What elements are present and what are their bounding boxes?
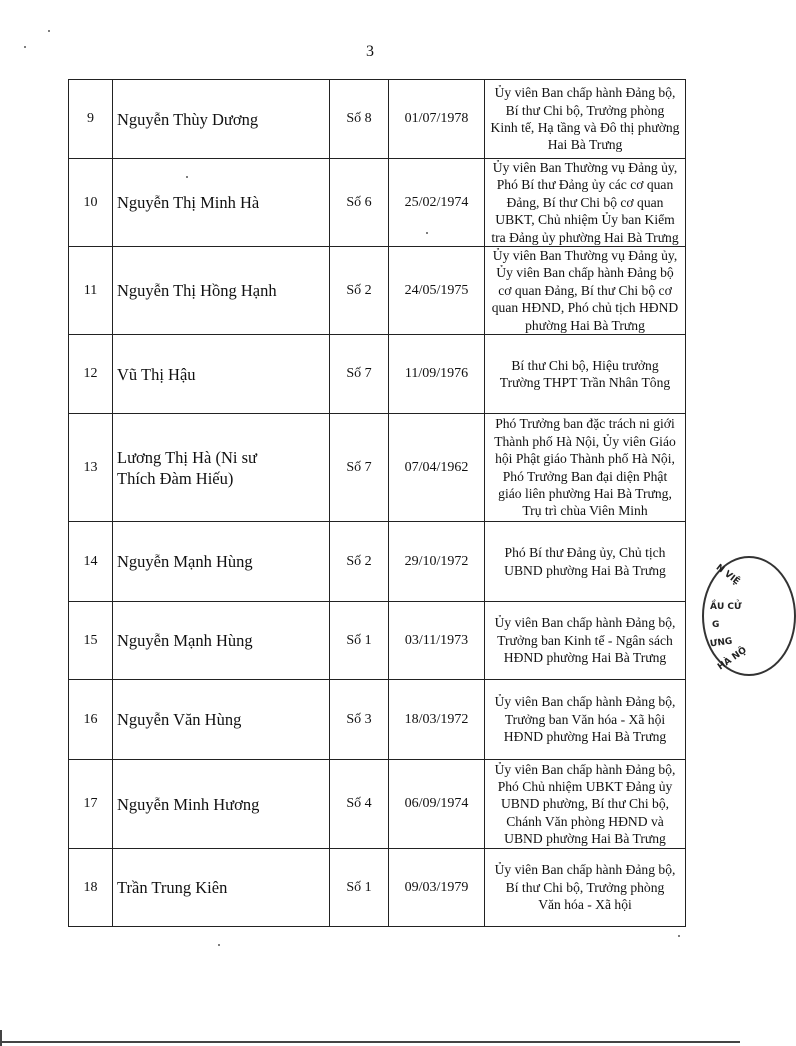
position-line: quan HĐND, Phó chủ tịch HĐND bbox=[491, 300, 679, 316]
scan-edge bbox=[0, 1041, 740, 1043]
row-number: 10 bbox=[69, 159, 113, 247]
candidate-name bbox=[113, 522, 330, 602]
position-line: Trưởng ban Văn hóa - Xã hội bbox=[504, 711, 666, 727]
row-number: 14 bbox=[69, 522, 113, 602]
position-line: phường Hai Bà Trưng bbox=[525, 317, 645, 333]
row-number: 18 bbox=[69, 849, 113, 927]
candidate-name bbox=[113, 414, 330, 522]
date-of-birth: 18/03/1972 bbox=[389, 680, 485, 760]
scan-speck bbox=[426, 232, 428, 234]
position-line: Bí thư Chi bộ, Trưởng phòng bbox=[505, 102, 665, 118]
table-row bbox=[69, 680, 686, 760]
date-of-birth: 03/11/1973 bbox=[389, 602, 485, 680]
candidate-position bbox=[485, 680, 686, 760]
candidate-name-line: Nguyễn Thùy Dương bbox=[117, 109, 259, 129]
candidate-table bbox=[68, 79, 686, 927]
electoral-unit: Số 1 bbox=[330, 602, 389, 680]
scan-speck bbox=[48, 30, 50, 32]
candidate-name bbox=[113, 680, 330, 760]
date-of-birth: 07/04/1962 bbox=[389, 414, 485, 522]
electoral-unit: Số 1 bbox=[330, 849, 389, 927]
official-seal bbox=[702, 556, 796, 676]
position-line: cơ quan Đảng, Bí thư Chi bộ cơ bbox=[498, 282, 672, 298]
candidate-name-line: Nguyễn Mạnh Hùng bbox=[117, 631, 253, 651]
electoral-unit: Số 6 bbox=[330, 159, 389, 247]
row-number: 16 bbox=[69, 680, 113, 760]
table-row bbox=[69, 247, 686, 335]
candidate-position bbox=[485, 760, 686, 849]
electoral-unit: Số 7 bbox=[330, 335, 389, 414]
candidate-position bbox=[485, 247, 686, 335]
candidate-name-line: Nguyễn Thị Hồng Hạnh bbox=[117, 281, 277, 301]
electoral-unit: Số 2 bbox=[330, 522, 389, 602]
position-line: Phó Trưởng Ban đại diện Phật bbox=[502, 468, 668, 484]
position-line: Đảng, Bí thư Chi bộ cơ quan bbox=[506, 194, 664, 210]
scan-speck bbox=[24, 46, 26, 48]
date-of-birth: 25/02/1974 bbox=[389, 159, 485, 247]
scan-edge bbox=[0, 1030, 2, 1046]
candidate-position bbox=[485, 602, 686, 680]
position-line: Hai Bà Trưng bbox=[547, 137, 623, 153]
position-line: HĐND phường Hai Bà Trưng bbox=[503, 729, 667, 745]
seal-text: G bbox=[712, 620, 720, 630]
position-line: hội Phật giáo Thành phố Hà Nội, bbox=[495, 451, 675, 467]
candidate-name-line: Trần Trung Kiên bbox=[117, 878, 228, 898]
position-line: Thành phố Hà Nội, Ủy viên Giáo bbox=[494, 433, 676, 449]
position-line: tra Đảng ủy phường Hai Bà Trưng bbox=[491, 229, 679, 245]
candidate-name-line: Vũ Thị Hậu bbox=[117, 364, 196, 384]
candidate-name bbox=[113, 760, 330, 849]
table-row bbox=[69, 159, 686, 247]
candidate-position bbox=[485, 522, 686, 602]
row-number: 11 bbox=[69, 247, 113, 335]
page-number: 3 bbox=[366, 43, 374, 60]
position-line: Ủy viên Ban chấp hành Đảng bộ, bbox=[494, 862, 676, 878]
row-number: 15 bbox=[69, 602, 113, 680]
position-line: Phó Bí thư Đảng ủy các cơ quan bbox=[496, 177, 674, 193]
date-of-birth: 06/09/1974 bbox=[389, 760, 485, 849]
position-line: Ủy viên Ban chấp hành Đảng bộ, bbox=[494, 694, 676, 710]
position-line: UBND phường Hai Bà Trưng bbox=[504, 831, 666, 847]
position-line: Trường THPT Trần Nhân Tông bbox=[499, 375, 671, 391]
table-row bbox=[69, 80, 686, 159]
candidate-name bbox=[113, 80, 330, 159]
seal-text: HÀ NỘ bbox=[716, 645, 749, 673]
scan-speck bbox=[186, 176, 188, 178]
table-row bbox=[69, 414, 686, 522]
position-line: Chánh Văn phòng HĐND và bbox=[506, 813, 664, 829]
seal-text: ƯNG bbox=[709, 636, 734, 650]
date-of-birth: 09/03/1979 bbox=[389, 849, 485, 927]
candidate-position bbox=[485, 849, 686, 927]
position-line: giáo liên phường Hai Bà Trưng, bbox=[498, 485, 672, 501]
table-row bbox=[69, 602, 686, 680]
table-row bbox=[69, 760, 686, 849]
table-row bbox=[69, 522, 686, 602]
electoral-unit: Số 4 bbox=[330, 760, 389, 849]
candidate-name-line: Thích Đàm Hiếu) bbox=[117, 468, 234, 488]
candidate-name-line: Nguyễn Thị Minh Hà bbox=[117, 193, 260, 213]
row-number: 17 bbox=[69, 760, 113, 849]
position-line: Bí thư Chi bộ, Trưởng phòng bbox=[505, 879, 665, 895]
seal-text: N VIỆ bbox=[713, 562, 742, 588]
row-number: 9 bbox=[69, 80, 113, 159]
electoral-unit: Số 2 bbox=[330, 247, 389, 335]
candidate-position bbox=[485, 159, 686, 247]
row-number: 12 bbox=[69, 335, 113, 414]
table-row bbox=[69, 335, 686, 414]
date-of-birth: 24/05/1975 bbox=[389, 247, 485, 335]
position-line: Ủy viên Ban chấp hành Đảng bộ, bbox=[494, 615, 676, 631]
scan-speck bbox=[678, 935, 680, 937]
seal-text: ẦU CỬ bbox=[710, 602, 742, 612]
electoral-unit: Số 3 bbox=[330, 680, 389, 760]
position-line: Phó Trưởng ban đặc trách ni giới bbox=[495, 416, 675, 432]
table-row bbox=[69, 849, 686, 927]
candidate-name bbox=[113, 602, 330, 680]
position-line: Kinh tế, Hạ tầng và Đô thị phường bbox=[490, 120, 680, 135]
candidate-position bbox=[485, 335, 686, 414]
position-line: Ủy viên Ban chấp hành Đảng bộ bbox=[496, 265, 674, 281]
position-line: UBND phường, Bí thư Chi bộ, bbox=[500, 796, 670, 812]
position-line: UBND phường Hai Bà Trưng bbox=[504, 562, 666, 578]
row-number: 13 bbox=[69, 414, 113, 522]
candidate-position bbox=[485, 414, 686, 522]
candidate-name bbox=[113, 849, 330, 927]
position-line: Phó Bí thư Đảng ủy, Chủ tịch bbox=[504, 545, 666, 561]
position-line: Ủy viên Ban chấp hành Đảng bộ, bbox=[494, 761, 676, 777]
date-of-birth: 01/07/1978 bbox=[389, 80, 485, 159]
candidate-position bbox=[485, 80, 686, 159]
candidate-name-line: Nguyễn Minh Hương bbox=[117, 794, 260, 814]
electoral-unit: Số 7 bbox=[330, 414, 389, 522]
scan-speck bbox=[218, 944, 220, 946]
position-line: Ủy viên Ban chấp hành Đảng bộ, bbox=[494, 85, 676, 101]
candidate-name bbox=[113, 335, 330, 414]
candidate-table-body bbox=[69, 80, 686, 927]
candidate-name bbox=[113, 247, 330, 335]
date-of-birth: 11/09/1976 bbox=[389, 335, 485, 414]
candidate-name-line: Nguyễn Mạnh Hùng bbox=[117, 552, 253, 572]
date-of-birth: 29/10/1972 bbox=[389, 522, 485, 602]
position-line: Phó Chủ nhiệm UBKT Đảng ủy bbox=[497, 778, 673, 794]
position-line: Ủy viên Ban Thường vụ Đảng ủy, bbox=[492, 160, 678, 175]
position-line: Ủy viên Ban Thường vụ Đảng ủy, bbox=[492, 248, 678, 264]
position-line: Trụ trì chùa Viên Minh bbox=[522, 503, 648, 519]
position-line: UBKT, Chủ nhiệm Ủy ban Kiểm bbox=[495, 212, 675, 228]
candidate-name-line: Lương Thị Hà (Ni sư bbox=[117, 447, 257, 467]
position-line: HĐND phường Hai Bà Trưng bbox=[503, 650, 667, 666]
position-line: Văn hóa - Xã hội bbox=[538, 897, 632, 913]
candidate-name bbox=[113, 159, 330, 247]
position-line: Trưởng ban Kinh tế - Ngân sách bbox=[497, 632, 673, 648]
electoral-unit: Số 8 bbox=[330, 80, 389, 159]
candidate-name-line: Nguyễn Văn Hùng bbox=[117, 710, 242, 730]
position-line: Bí thư Chi bộ, Hiệu trưởng bbox=[511, 357, 659, 373]
